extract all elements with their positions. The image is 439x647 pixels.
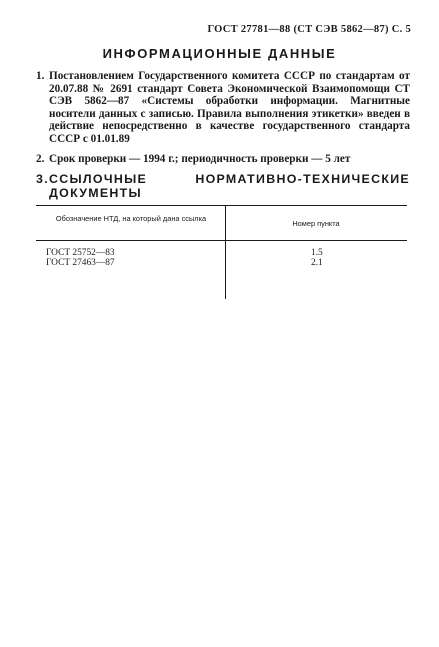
- item-number: 2.: [36, 153, 45, 165]
- reference-table: [36, 205, 407, 299]
- info-item-2: [36, 153, 410, 166]
- cell-clause: 2.1: [311, 258, 323, 268]
- info-item-3: [36, 172, 410, 200]
- section-title: ИНФОРМАЦИОННЫЕ ДАННЫЕ: [102, 46, 337, 61]
- item-number: 3.: [36, 172, 49, 186]
- item-heading: ССЫЛОЧНЫЕ НОРМАТИВНО-ТЕХНИЧЕСКИЕ ДОКУМЕНТЫ: [49, 172, 410, 200]
- cell-clause: 1.5: [311, 248, 323, 258]
- table-top-rule: [36, 205, 407, 206]
- item-text: Срок проверки — 1994 г.; периодичность проверки — 5 лет: [49, 153, 351, 165]
- table-header-rule: [36, 240, 407, 241]
- table-body: [36, 248, 407, 268]
- item-text: Постановлением Государственного комитета СССР по стандартам от 20.07.88 № 2691 стандарт Совета Экономической Взаимопомощи СТ СЭВ 5862—87 «Системы обработки информации. Магнитные носители данных с записью. Правила выполнения этикетки» введен в действие непосредственно в качестве государственного стандарта СССР с 01.01.89: [49, 70, 410, 145]
- column-header-document: Обозначение НТД, на который дана ссылка: [55, 214, 207, 223]
- cell-document: ГОСТ 27463—87: [46, 258, 115, 268]
- column-header-clause: Номер пункта: [292, 219, 340, 228]
- running-header: ГОСТ 27781—88 (СТ СЭВ 5862—87) С. 5: [207, 24, 411, 35]
- table-row: [36, 248, 407, 258]
- item-number: 1.: [36, 70, 45, 82]
- table-row: [36, 258, 407, 268]
- cell-document: ГОСТ 25752—83: [46, 248, 115, 258]
- info-item-1: [36, 70, 410, 146]
